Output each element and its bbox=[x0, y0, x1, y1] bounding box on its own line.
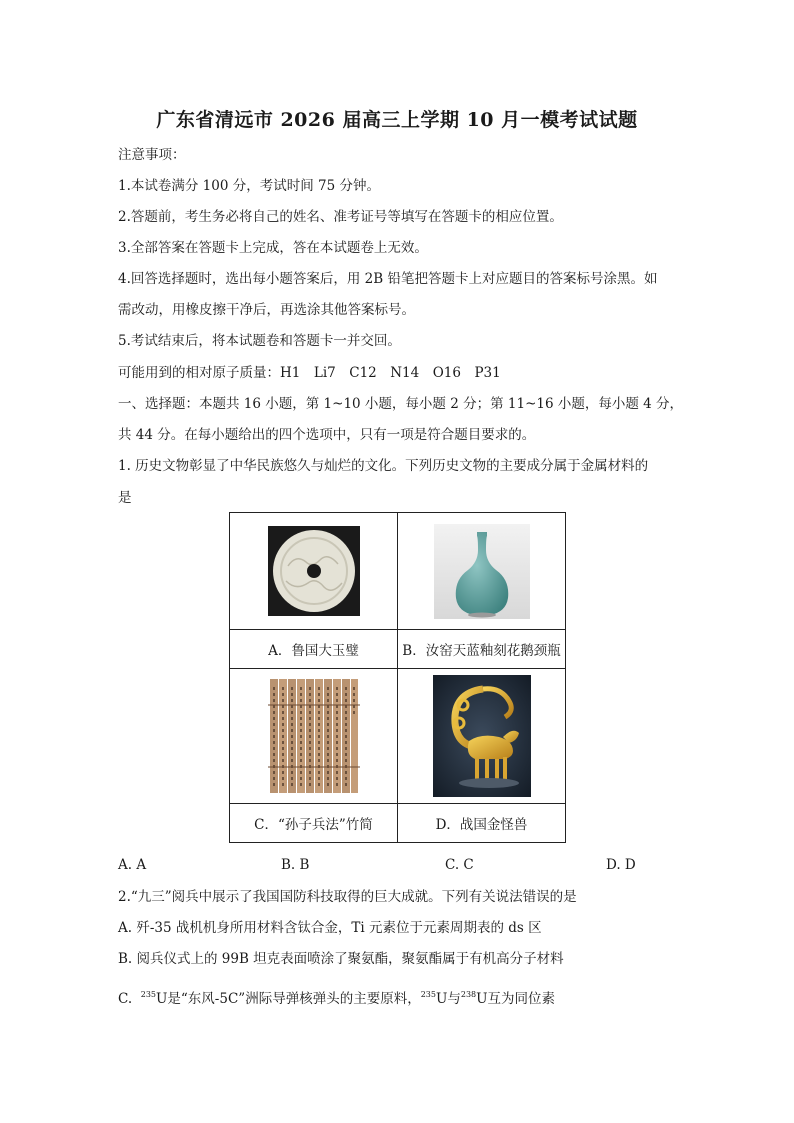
relic-a-image-cell bbox=[230, 513, 398, 630]
q2-option-c bbox=[118, 986, 555, 1008]
q2-option-a: A. 歼-35 战机机身所用材料含钛合金，Ti 元素位于元素周期表的 ds 区 bbox=[118, 920, 542, 936]
atomic-masses: 可能用到的相对原子质量：H1 Li7 C12 N14 O16 P31 bbox=[118, 365, 501, 381]
q1-stem: 1. 历史文物彰显了中华民族悠久与灿烂的文化。下列历史文物的主要成分属于金属材料的 bbox=[118, 458, 649, 474]
relic-a-label: A．鲁国大玉璧 bbox=[230, 630, 398, 669]
isotope-symbol-3: U bbox=[476, 991, 488, 1007]
q2-option-c-and: 与 bbox=[447, 991, 461, 1007]
q1-answer-c: C. C bbox=[445, 857, 474, 873]
notice-item-4: 4.回答选择题时，选出每小题答案后，用 2B 铅笔把答题卡上对应题目的答案标号涂黑。如 bbox=[118, 271, 658, 287]
jade-bi-disc-image bbox=[268, 526, 360, 616]
relic-d-label: D．战国金怪兽 bbox=[398, 804, 566, 843]
q2-stem: 2.“九三”阅兵中展示了我国国防科技取得的巨大成就。下列有关说法错误的是 bbox=[118, 889, 577, 905]
isotope-symbol-1: U bbox=[156, 991, 168, 1007]
relics-table bbox=[229, 512, 566, 843]
relic-b-label: B．汝窑天蓝釉刻花鹅颈瓶 bbox=[398, 630, 566, 669]
q1-answer-d: D. D bbox=[606, 857, 636, 873]
bamboo-slips-image bbox=[268, 675, 360, 797]
q1-answer-b: B. B bbox=[281, 857, 310, 873]
section1-line2: 共 44 分。在每小题给出的四个选项中，只有一项是符合题目要求的。 bbox=[118, 427, 536, 443]
golden-beast-image bbox=[433, 675, 531, 797]
q1-answer-a: A. A bbox=[118, 857, 147, 873]
page-title: 广东省清远市 2026 届高三上学期 10 月一模考试试题 bbox=[156, 109, 638, 131]
isotope-mass-3: 238 bbox=[460, 990, 477, 999]
isotope-mass-2: 235 bbox=[420, 990, 436, 999]
q2-option-c-prefix: C. bbox=[118, 991, 141, 1007]
notice-item-1: 1.本试卷满分 100 分，考试时间 75 分钟。 bbox=[118, 178, 380, 194]
celadon-vase-image bbox=[434, 524, 530, 619]
notice-item-2: 2.答题前，考生务必将自己的姓名、准考证号等填写在答题卡的相应位置。 bbox=[118, 209, 563, 225]
section1-line1: 一、选择题：本题共 16 小题，第 1~10 小题，每小题 2 分；第 11~16 小题，每小题 4 分， bbox=[118, 396, 684, 412]
relic-d-image-cell bbox=[398, 669, 566, 804]
notice-item-4-cont: 需改动，用橡皮擦干净后，再选涂其他答案标号。 bbox=[118, 302, 415, 318]
notice-item-3: 3.全部答案在答题卡上完成，答在本试题卷上无效。 bbox=[118, 240, 428, 256]
notice-item-5: 5.考试结束后，将本试题卷和答题卡一并交回。 bbox=[118, 333, 401, 349]
q2-option-c-end: 互为同位素 bbox=[487, 991, 556, 1007]
relic-c-image-cell bbox=[230, 669, 398, 804]
q2-option-c-text: 是“东风-5C”洲际导弹核弹头的主要原料， bbox=[167, 991, 421, 1007]
isotope-symbol-2: U bbox=[435, 991, 448, 1007]
relic-b-image-cell bbox=[398, 513, 566, 630]
q2-option-b: B. 阅兵仪式上的 99B 坦克表面喷涂了聚氨酯，聚氨酯属于有机高分子材料 bbox=[118, 951, 564, 967]
relic-c-label: C．“孙子兵法”竹简 bbox=[230, 804, 398, 843]
notice-heading: 注意事项： bbox=[118, 147, 186, 163]
q1-stem-cont: 是 bbox=[118, 490, 132, 506]
isotope-mass-1: 235 bbox=[140, 990, 157, 999]
